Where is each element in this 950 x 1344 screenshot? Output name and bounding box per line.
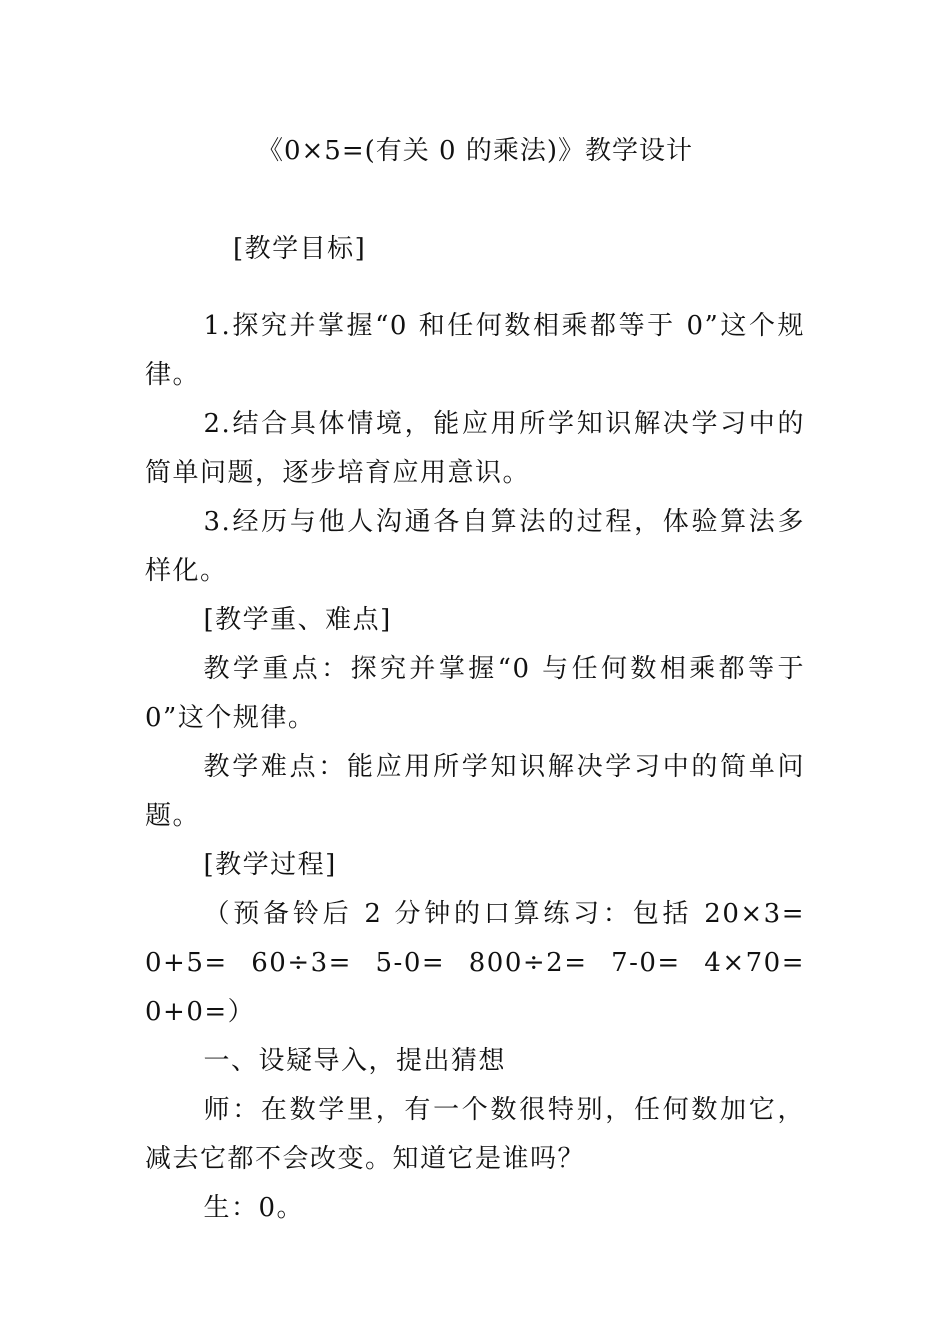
- warmup-paragraph: （预备铃后 2 分钟的口算练习：包括 20×3= 0+5= 60÷3= 5-0= 800÷2= 7-0= 4×70= 0+0=）: [145, 899, 805, 1027]
- goal-item-2: 2.结合具体情境，能应用所学知识解决学习中的简单问题，逐步培育应用意识。: [145, 409, 805, 488]
- goal-item-1: 1.探究并掌握“0 和任何数相乘都等于 0”这个规律。: [145, 311, 805, 390]
- section-heading-key-points: [教学重、难点]: [203, 605, 392, 635]
- section-heading-goals: [教学目标]: [233, 234, 367, 264]
- key-point-paragraph: 教学重点：探究并掌握“0 与任何数相乘都等于 0”这个规律。: [145, 654, 805, 733]
- document-body: [145, 302, 805, 1233]
- section-heading-process: [教学过程]: [203, 850, 337, 880]
- goal-item-3: 3.经历与他人沟通各自算法的过程，体验算法多样化。: [145, 507, 805, 586]
- teacher-line-1: 师：在数学里，有一个数很特别，任何数加它，减去它都不会改变。知道它是谁吗？: [145, 1095, 805, 1174]
- document-title: 《0×5=(有关 0 的乘法)》教学设计: [256, 136, 693, 166]
- difficulty-paragraph: 教学难点：能应用所学知识解决学习中的简单问题。: [145, 752, 805, 831]
- part-heading-1: 一、设疑导入，提出猜想: [203, 1046, 507, 1076]
- student-line-1: 生：0。: [203, 1193, 305, 1223]
